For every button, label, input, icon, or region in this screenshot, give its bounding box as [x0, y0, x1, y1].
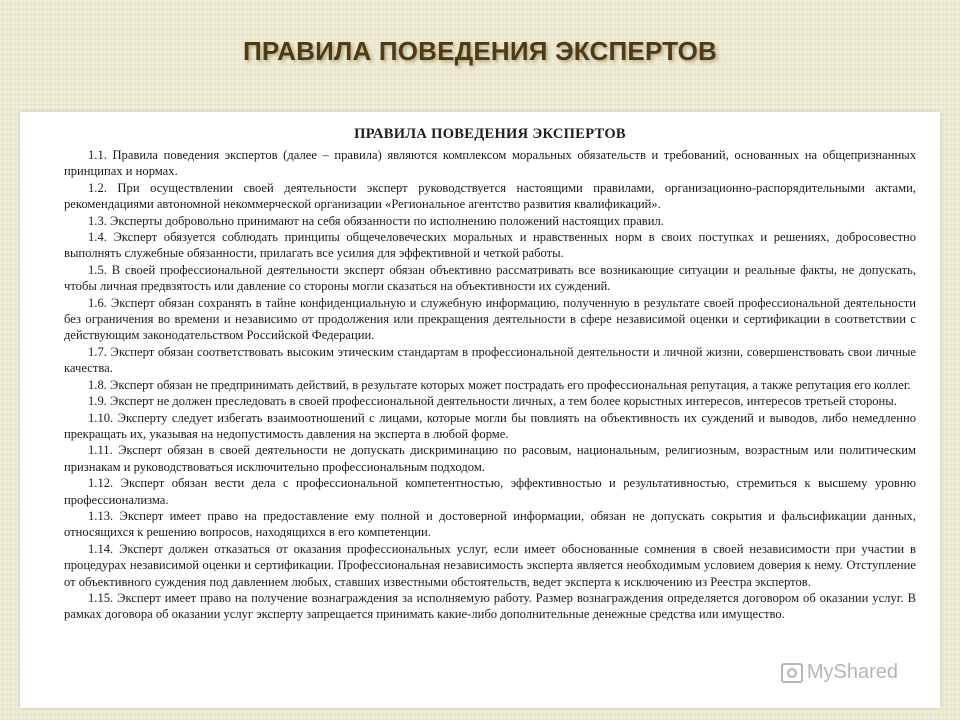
rule-1-10: 1.10. Эксперту следует избегать взаимоотношений с лицами, которые могли бы повлиять на объективность их суждений и выводов, либо немедленно прекращать их, указывая на недопустимость давления на эксперта в любой форме.: [64, 410, 916, 441]
rule-1-14: 1.14. Эксперт должен отказаться от оказания профессиональных услуг, если имеет обоснованные сомнения в своей независимости при участии в процедурах независимой оценки и сертификации. Профессиональная независимость эксперта является необходимым условием доверия к нему. Отступление от объективного суждения под давлением любых, ставших известными обстоятельств, ведет эксперта к исключению из Реестра экспертов.: [64, 541, 916, 589]
rule-1-8: 1.8. Эксперт обязан не предпринимать действий, в результате которых может пострадать его профессиональная репутация, а также репутация его коллег.: [88, 377, 911, 392]
rule-1-12: 1.12. Эксперт обязан вести дела с профессиональной компетентностью, эффективностью и результативностью, стремиться к высшему уровню профессионализма.: [64, 476, 916, 507]
rule-1-4: 1.4. Эксперт обязуется соблюдать принципы общечеловеческих моральных и нравственных норм в своих поступках и решениях, добросовестно выполнять служебные обязанности, прилагать все усилия для эффективной и четкой работы.: [64, 230, 916, 261]
rule-1-2: 1.2. При осуществлении своей деятельности эксперт руководствуется настоящими правилами, организационно-распорядительными актами, рекомендациями автономной некоммерческой организации «Региональное агентство развития квалификаций».: [64, 180, 916, 212]
rule-1-5: 1.5. В своей профессиональной деятельности эксперт обязан объективно рассматривать все возникающие ситуации и реальные факты, не допускать, чтобы личная предвзятость или давление со стороны могли сказаться на объективности их суждений.: [64, 262, 916, 294]
rule-1-6: 1.6. Эксперт обязан сохранять в тайне конфиденциальную и служебную информацию, полученную в результате своей профессиональной деятельности без ограничения во времени и независимо от продолжения или прекращения деятельности в сфере независимой оценки и сертификации в соответствии с действующим законодательством Российской Федерации.: [64, 295, 916, 343]
watermark: [781, 661, 898, 684]
document-title: ПРАВИЛА ПОВЕДЕНИЯ ЭКСПЕРТОВ: [354, 126, 626, 142]
watermark-text: MyShared: [806, 661, 898, 683]
myshared-logo-icon: [781, 663, 803, 683]
rule-1-7: 1.7. Эксперт обязан соответствовать высоким этическим стандартам в профессиональной деятельности и личной жизни, совершенствовать свои личные качества.: [64, 344, 916, 376]
document-page: [20, 112, 940, 708]
rule-1-15: 1.15. Эксперт имеет право на получение вознаграждения за исполняемую работу. Размер вознаграждения определяется договором об оказании услуг. В рамках договора об оказании услуг эксперту запрещается принимать какие-либо дополнительные денежные средства или имущество.: [64, 590, 916, 622]
rule-1-11: 1.11. Эксперт обязан в своей деятельности не допускать дискриминацию по расовым, национальным, религиозным, возрастным или политическим признакам и руководствоваться исключительно профессиональным подходом.: [64, 443, 916, 474]
rule-1-3: 1.3. Эксперты добровольно принимают на себя обязанности по исполнению положений настоящих правил.: [88, 213, 664, 228]
rule-1-1: 1.1. Правила поведения экспертов (далее – правила) являются комплексом моральных обязательств и требований, основанных на общепризнанных принципах и нормах.: [64, 148, 916, 179]
rule-1-13: 1.13. Эксперт имеет право на предоставление ему полной и достоверной информации, обязан не допускать сокрытия и фальсификации данных, относящихся к решению вопросов, находящихся в его компетенции.: [64, 508, 916, 540]
rule-1-9: 1.9. Эксперт не должен преследовать в своей профессиональной деятельности личных, а тем более корыстных интересов, интересов третьей стороны.: [88, 394, 897, 409]
slide-title: ПРАВИЛА ПОВЕДЕНИЯ ЭКСПЕРТОВ: [243, 36, 717, 66]
